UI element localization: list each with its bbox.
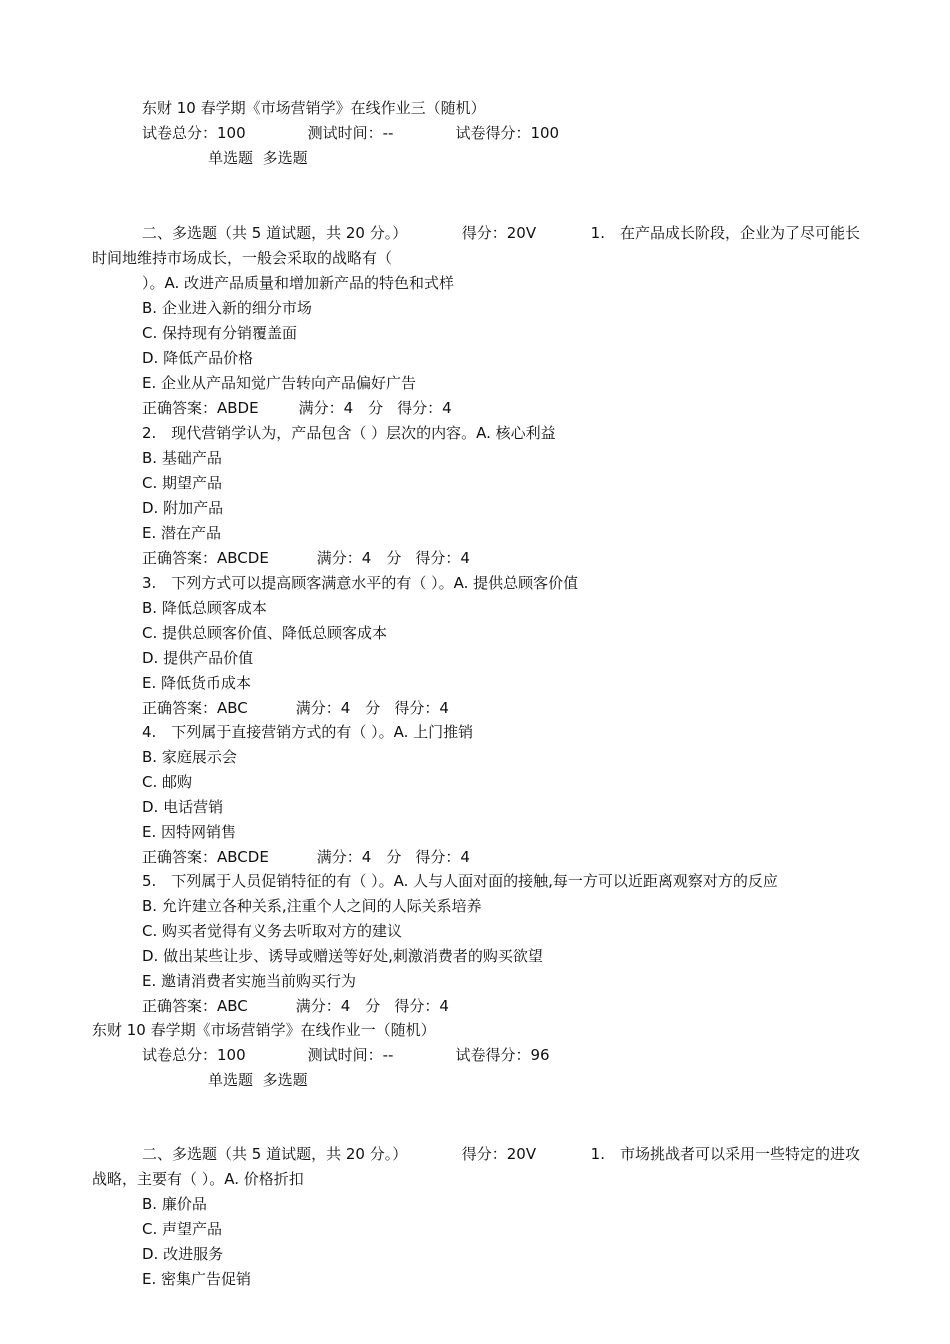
- exam-meta: [142, 1045, 550, 1065]
- tab-multiple-choice[interactable]: 多选题: [262, 1071, 308, 1089]
- option: C. 保持现有分销覆盖面: [142, 324, 298, 342]
- option: D. 电话营销: [142, 798, 224, 816]
- paper-score: 试卷得分：96: [455, 1046, 550, 1064]
- tab-multiple-choice[interactable]: 多选题: [262, 149, 308, 167]
- full-mark: 满分：4 分: [316, 549, 402, 567]
- option: B. 廉价品: [142, 1195, 207, 1213]
- option: B. 家庭展示会: [142, 748, 237, 766]
- correct-answer: 正确答案：ABCDE: [142, 549, 269, 567]
- option: B. 允许建立各种关系,注重个人之间的人际关系培养: [142, 897, 482, 915]
- full-mark: 满分：4 分: [298, 399, 384, 417]
- option: D. 提供产品价值: [142, 649, 254, 667]
- option: C. 提供总顾客价值、降低总顾客成本: [142, 624, 388, 642]
- option: B. 基础产品: [142, 449, 222, 467]
- exam-meta: [142, 123, 559, 143]
- total-score: 试卷总分：100: [142, 124, 246, 142]
- tab-single-choice[interactable]: 单选题: [208, 149, 254, 167]
- part-header: [142, 1144, 860, 1164]
- option: D. 改进服务: [142, 1245, 224, 1263]
- part-header: [142, 223, 860, 243]
- question-stem: 1. 市场挑战者可以采用一些特定的进攻: [590, 1145, 860, 1163]
- answer-line: [142, 847, 470, 867]
- option: B. 降低总顾客成本: [142, 599, 267, 617]
- correct-answer: 正确答案：ABC: [142, 997, 248, 1015]
- tab-single-choice[interactable]: 单选题: [208, 1071, 254, 1089]
- test-time: 测试时间：--: [307, 124, 394, 142]
- full-mark: 满分：4 分: [295, 997, 381, 1015]
- section-title: 东财 10 春学期《市场营销学》在线作业三（随机）: [142, 99, 486, 117]
- paper-score: 试卷得分：100: [455, 124, 560, 142]
- question-score: 得分：4: [394, 997, 449, 1015]
- option: C. 期望产品: [142, 474, 223, 492]
- option: E. 因特网销售: [142, 823, 237, 841]
- question-type-tabs: [208, 1070, 308, 1090]
- option: C. 邮购: [142, 773, 193, 791]
- answer-line: [142, 996, 449, 1016]
- option: E. 企业从产品知觉广告转向产品偏好广告: [142, 374, 417, 392]
- question-stem-cont: 时间地维持市场成长，一般会采取的战略有（: [92, 249, 393, 267]
- option: D. 做出某些让步、诱导或赠送等好处,刺激消费者的购买欲望: [142, 947, 543, 965]
- option: E. 潜在产品: [142, 524, 222, 542]
- full-mark: 满分：4 分: [295, 699, 381, 717]
- option: D. 降低产品价格: [142, 349, 254, 367]
- question-stem-cont: 战略，主要有（ ）。A. 价格折扣: [92, 1170, 304, 1188]
- question-stem: 3. 下列方式可以提高顾客满意水平的有（ ）。A. 提供总顾客价值: [142, 574, 579, 592]
- answer-line: [142, 398, 452, 418]
- question-type-tabs: [208, 148, 308, 168]
- option-a: ）。A. 改进产品质量和增加新产品的特色和式样: [142, 274, 455, 292]
- correct-answer: 正确答案：ABC: [142, 699, 248, 717]
- question-score: 得分：4: [394, 699, 449, 717]
- option: E. 降低货币成本: [142, 674, 252, 692]
- part-title: 二、多选题（共 5 道试题，共 20 分。）: [142, 1145, 408, 1163]
- option: C. 购买者觉得有义务去听取对方的建议: [142, 922, 403, 940]
- question-score: 得分：4: [415, 549, 470, 567]
- correct-answer: 正确答案：ABCDE: [142, 848, 269, 866]
- part-score: 得分：20V: [461, 1145, 537, 1163]
- question-stem: 5. 下列属于人员促销特征的有（ ）。A. 人与人面对面的接触,每一方可以近距离观察对方的反应: [142, 872, 778, 890]
- answer-line: [142, 548, 470, 568]
- option: B. 企业进入新的细分市场: [142, 299, 312, 317]
- part-score: 得分：20V: [461, 224, 537, 242]
- correct-answer: 正确答案：ABDE: [142, 399, 259, 417]
- total-score: 试卷总分：100: [142, 1046, 246, 1064]
- full-mark: 满分：4 分: [316, 848, 402, 866]
- question-stem: 1. 在产品成长阶段，企业为了尽可能长: [590, 224, 860, 242]
- question-score: 得分：4: [397, 399, 452, 417]
- question-stem: 2. 现代营销学认为，产品包含（ ）层次的内容。A. 核心利益: [142, 424, 556, 442]
- option: E. 邀请消费者实施当前购买行为: [142, 972, 357, 990]
- section-title: 东财 10 春学期《市场营销学》在线作业一（随机）: [92, 1021, 436, 1039]
- answer-line: [142, 698, 449, 718]
- question-stem: 4. 下列属于直接营销方式的有（ ）。A. 上门推销: [142, 723, 474, 741]
- part-title: 二、多选题（共 5 道试题，共 20 分。）: [142, 224, 408, 242]
- question-score: 得分：4: [415, 848, 470, 866]
- option: E. 密集广告促销: [142, 1270, 252, 1288]
- test-time: 测试时间：--: [307, 1046, 394, 1064]
- option: C. 声望产品: [142, 1220, 223, 1238]
- option: D. 附加产品: [142, 499, 224, 517]
